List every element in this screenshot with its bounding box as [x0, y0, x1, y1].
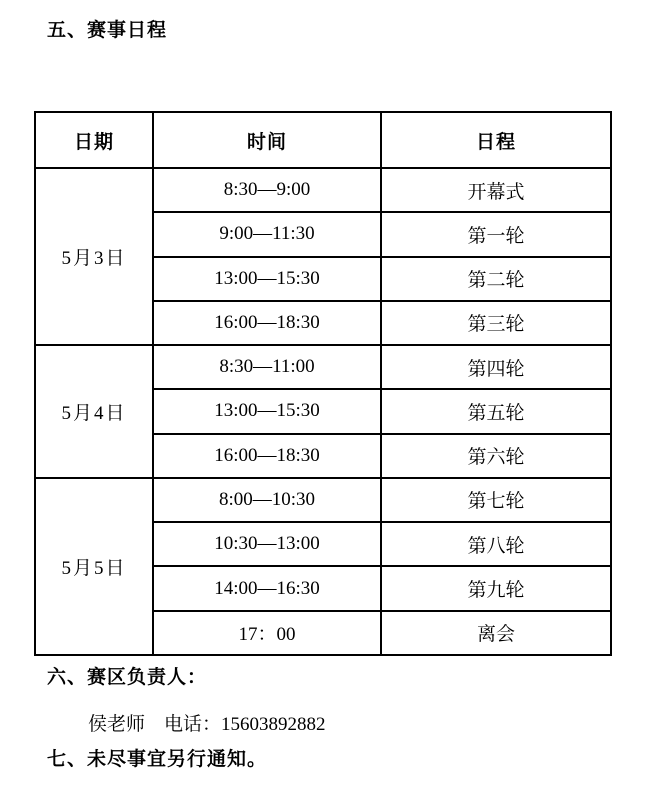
time-cell: 17：00 — [153, 611, 381, 655]
table-row — [35, 168, 611, 212]
event-cell: 第三轮 — [381, 301, 611, 345]
time-cell: 16:00—18:30 — [153, 301, 381, 345]
contact-line: 侯老师 电话：15603892882 — [88, 714, 326, 735]
time-cell: 14:00—16:30 — [153, 566, 381, 610]
section-5-heading: 五、赛事日程 — [47, 20, 168, 41]
column-header-date: 日期 — [35, 112, 153, 168]
section-7-heading: 七、未尽事宜另行通知。 — [47, 749, 268, 770]
event-cell: 开幕式 — [381, 168, 611, 212]
event-cell: 第九轮 — [381, 566, 611, 610]
table-row — [35, 478, 611, 522]
schedule-table — [34, 111, 612, 656]
date-cell-may-3: 5月3日 — [35, 168, 153, 345]
time-cell: 9:00—11:30 — [153, 212, 381, 256]
time-cell: 13:00—15:30 — [153, 389, 381, 433]
time-cell: 13:00—15:30 — [153, 257, 381, 301]
event-cell: 第二轮 — [381, 257, 611, 301]
event-cell: 第八轮 — [381, 522, 611, 566]
event-cell: 第六轮 — [381, 434, 611, 478]
time-cell: 8:00—10:30 — [153, 478, 381, 522]
event-cell: 第四轮 — [381, 345, 611, 389]
date-cell-may-4: 5月4日 — [35, 345, 153, 478]
table-row — [35, 345, 611, 389]
time-cell: 16:00—18:30 — [153, 434, 381, 478]
date-cell-may-5: 5月5日 — [35, 478, 153, 655]
table-header-row — [35, 112, 611, 168]
event-cell: 第一轮 — [381, 212, 611, 256]
event-cell: 第七轮 — [381, 478, 611, 522]
event-cell: 第五轮 — [381, 389, 611, 433]
section-6-heading: 六、赛区负责人： — [47, 667, 208, 688]
column-header-time: 时间 — [153, 112, 381, 168]
time-cell: 8:30—11:00 — [153, 345, 381, 389]
event-cell: 离会 — [381, 611, 611, 655]
time-cell: 10:30—13:00 — [153, 522, 381, 566]
column-header-event: 日程 — [381, 112, 611, 168]
time-cell: 8:30—9:00 — [153, 168, 381, 212]
